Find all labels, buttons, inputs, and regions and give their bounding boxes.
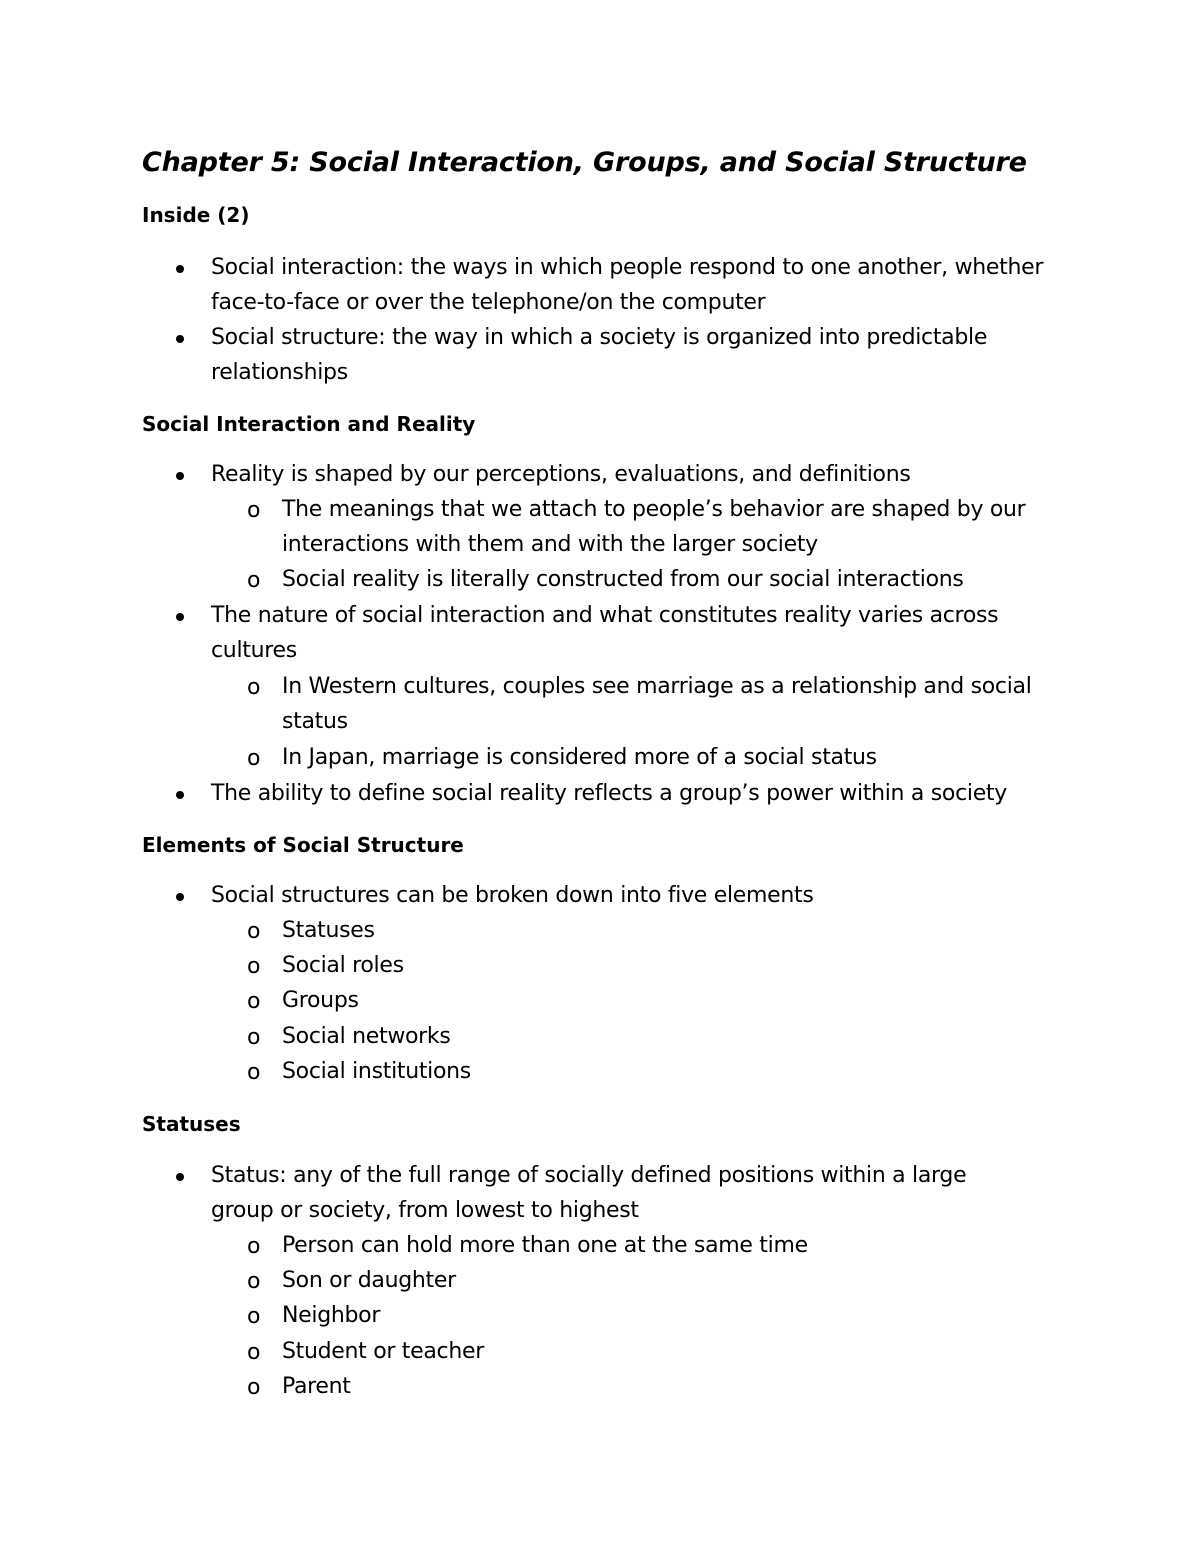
bullet-icon [176,791,184,799]
sub-bullet-icon: o [247,1060,261,1085]
bullet-icon [176,1173,184,1181]
list-item-line: Social reality is literally constructed from our social interactions [282,567,964,592]
list-item-line: Statuses [282,918,375,943]
sub-bullet-icon: o [247,1375,261,1400]
bullet-icon [176,893,184,901]
section-heading-reality: Social Interaction and Reality [142,412,476,436]
bullet-icon [176,265,184,273]
list-item-line: Social institutions [282,1059,471,1084]
list-item-line: Neighbor [282,1303,381,1328]
list-item-line: Social networks [282,1024,451,1049]
bullet-icon [176,472,184,480]
list-item-line: The meanings that we attach to people’s behavior are shaped by our [282,497,1026,522]
sub-bullet-icon: o [247,1234,261,1259]
section-heading-inside: Inside (2) [142,203,250,227]
sub-bullet-icon: o [247,954,261,979]
sub-bullet-icon: o [247,568,261,593]
list-item-line: Parent [282,1374,351,1399]
list-item-line: The nature of social interaction and what constitutes reality varies across [211,603,999,628]
section-heading-statuses: Statuses [142,1112,241,1136]
sub-bullet-icon: o [247,498,261,523]
section-heading-elements: Elements of Social Structure [142,833,464,857]
list-item-line: relationships [211,360,348,385]
sub-bullet-icon: o [247,989,261,1014]
sub-bullet-icon: o [247,1025,261,1050]
list-item-line: Son or daughter [282,1268,456,1293]
sub-bullet-icon: o [247,746,261,771]
list-item-line: group or society, from lowest to highest [211,1198,639,1223]
sub-bullet-icon: o [247,1340,261,1365]
sub-bullet-icon: o [247,675,261,700]
bullet-icon [176,613,184,621]
list-item-line: Student or teacher [282,1339,484,1364]
list-item-line: Groups [282,988,359,1013]
list-item-line: status [282,709,348,734]
list-item-line: Social structure: the way in which a society is organized into predictable [211,325,988,350]
list-item-line: Reality is shaped by our perceptions, evaluations, and definitions [211,462,911,487]
list-item-line: The ability to define social reality reflects a group’s power within a society [211,781,1007,806]
list-item-line: Social roles [282,953,404,978]
list-item-line: In Japan, marriage is considered more of a social status [282,745,877,770]
list-item-line: cultures [211,638,297,663]
sub-bullet-icon: o [247,919,261,944]
list-item-line: interactions with them and with the larger society [282,532,818,557]
list-item-line: Social structures can be broken down into five elements [211,883,814,908]
list-item-line: Status: any of the full range of socially defined positions within a large [211,1163,967,1188]
bullet-icon [176,335,184,343]
list-item-line: Social interaction: the ways in which people respond to one another, whether [211,255,1044,280]
page-title: Chapter 5: Social Interaction, Groups, and Social Structure [142,147,1027,178]
list-item-line: face-to-face or over the telephone/on the computer [211,290,766,315]
sub-bullet-icon: o [247,1304,261,1329]
sub-bullet-icon: o [247,1269,261,1294]
list-item-line: In Western cultures, couples see marriage as a relationship and social [282,674,1032,699]
list-item-line: Person can hold more than one at the same time [282,1233,808,1258]
